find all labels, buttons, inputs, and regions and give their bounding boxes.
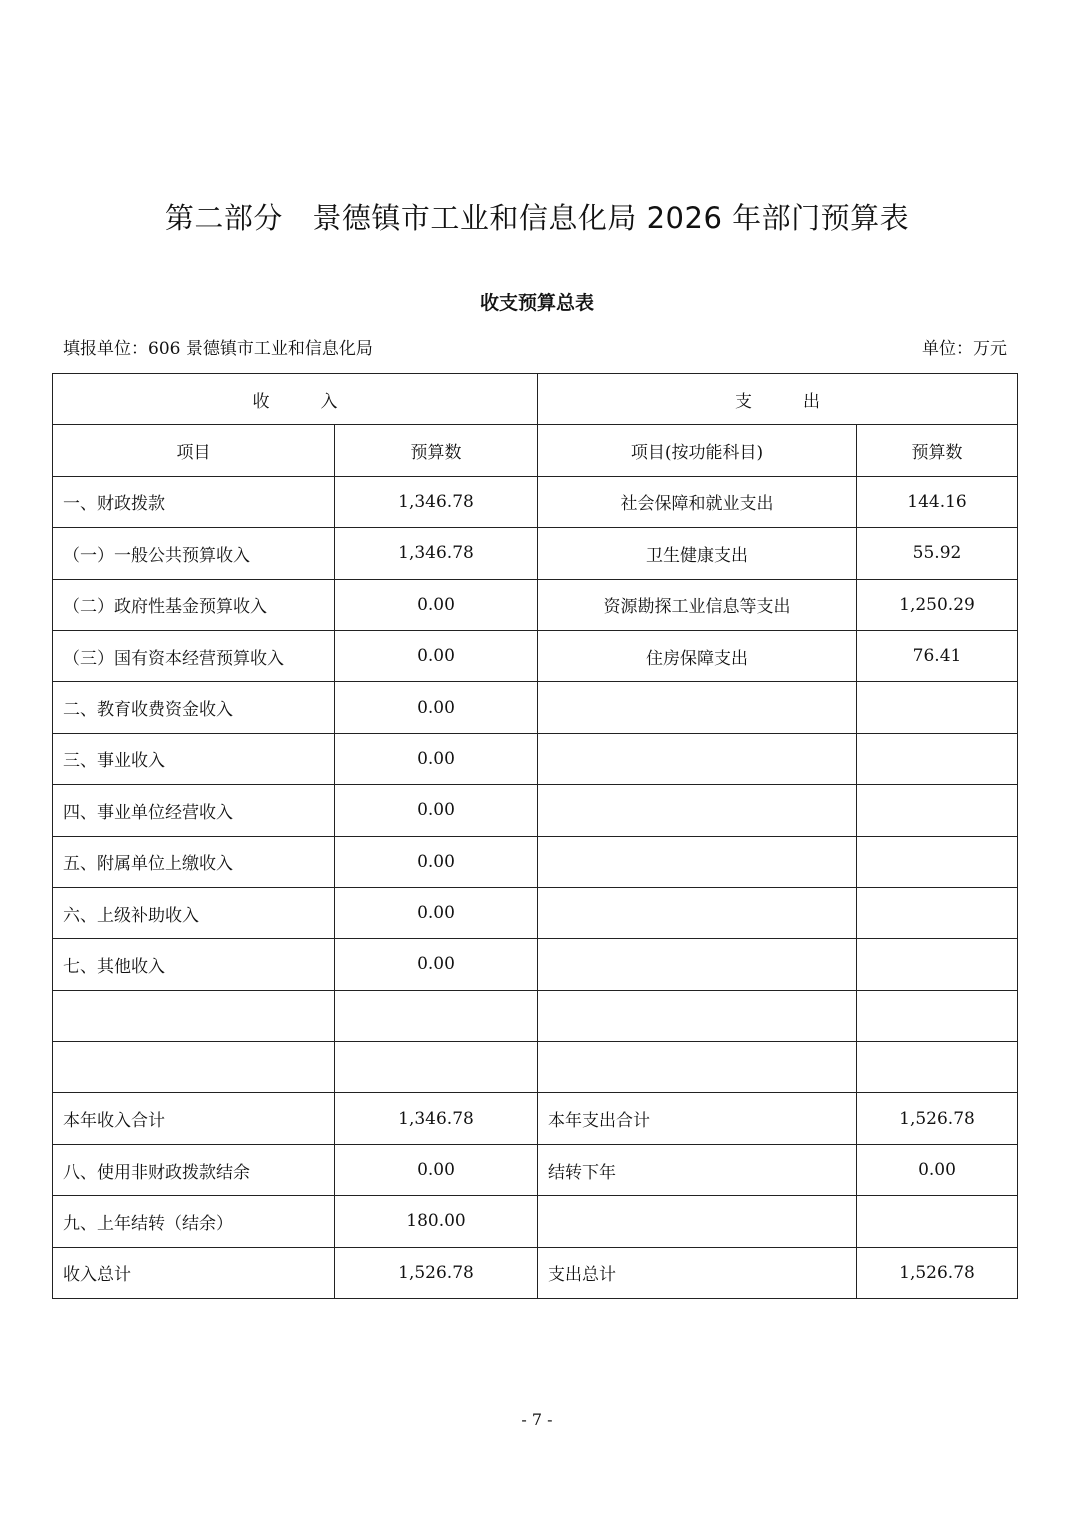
expense-amount-cell: 144.16 (857, 476, 1018, 527)
expense-amount-cell (857, 1042, 1018, 1093)
expense-amount-cell (857, 939, 1018, 990)
expense-item-cell: 支出总计 (538, 1247, 857, 1298)
table-row (53, 939, 1018, 990)
expense-group-header: 支 出 (538, 374, 1018, 425)
page-number: - 7 - (521, 1410, 553, 1429)
income-item-cell: 六、上级补助收入 (53, 887, 335, 938)
income-item-cell: 收入总计 (53, 1247, 335, 1298)
expense-item-cell (538, 1196, 857, 1247)
income-amount-cell: 0.00 (335, 682, 538, 733)
table-row (53, 785, 1018, 836)
table-row (53, 682, 1018, 733)
income-item-cell: 五、附属单位上缴收入 (53, 836, 335, 887)
group-header-row (53, 374, 1018, 425)
expense-item-cell (538, 1042, 857, 1093)
table-row (53, 887, 1018, 938)
income-item-cell: 四、事业单位经营收入 (53, 785, 335, 836)
table-row (53, 836, 1018, 887)
currency-unit: 单位：万元 (922, 339, 1007, 359)
income-amount-cell: 0.00 (335, 1144, 538, 1195)
expense-item-cell: 社会保障和就业支出 (538, 476, 857, 527)
income-amount-cell: 1,526.78 (335, 1247, 538, 1298)
table-row (53, 990, 1018, 1041)
expense-item-cell (538, 990, 857, 1041)
table-row (53, 1042, 1018, 1093)
table-row (53, 630, 1018, 681)
income-item-cell: 三、事业收入 (53, 733, 335, 784)
expense-item-cell: 住房保障支出 (538, 630, 857, 681)
table-row (53, 1247, 1018, 1298)
budget-summary-table (52, 373, 1018, 1299)
income-amount-cell: 180.00 (335, 1196, 538, 1247)
expense-item-cell (538, 939, 857, 990)
column-header: 项目(按功能科目) (538, 425, 857, 476)
table-row (53, 476, 1018, 527)
income-amount-cell: 0.00 (335, 733, 538, 784)
expense-item-cell (538, 785, 857, 836)
table-title: 收支预算总表 (479, 292, 594, 314)
income-amount-cell: 0.00 (335, 785, 538, 836)
expense-amount-cell: 1,526.78 (857, 1247, 1018, 1298)
expense-amount-cell (857, 836, 1018, 887)
expense-item-cell: 卫生健康支出 (538, 528, 857, 579)
column-header: 项目 (53, 425, 335, 476)
income-amount-cell: 0.00 (335, 887, 538, 938)
income-item-cell: 一、财政拨款 (53, 476, 335, 527)
income-item-cell (53, 1042, 335, 1093)
income-amount-cell: 0.00 (335, 836, 538, 887)
income-item-cell: 本年收入合计 (53, 1093, 335, 1144)
expense-item-cell: 本年支出合计 (538, 1093, 857, 1144)
expense-amount-cell: 76.41 (857, 630, 1018, 681)
expense-item-cell (538, 887, 857, 938)
expense-amount-cell: 55.92 (857, 528, 1018, 579)
expense-item-cell (538, 682, 857, 733)
table-row (53, 1144, 1018, 1195)
expense-item-cell (538, 836, 857, 887)
table-row (53, 733, 1018, 784)
expense-amount-cell: 1,250.29 (857, 579, 1018, 630)
column-header: 预算数 (857, 425, 1018, 476)
expense-amount-cell: 0.00 (857, 1144, 1018, 1195)
income-amount-cell (335, 990, 538, 1041)
income-item-cell: 七、其他收入 (53, 939, 335, 990)
table-row (53, 528, 1018, 579)
income-item-cell: （二）政府性基金预算收入 (53, 579, 335, 630)
income-amount-cell: 0.00 (335, 939, 538, 990)
income-amount-cell: 0.00 (335, 630, 538, 681)
income-amount-cell: 1,346.78 (335, 476, 538, 527)
expense-amount-cell (857, 887, 1018, 938)
income-item-cell: 八、使用非财政拨款结余 (53, 1144, 335, 1195)
income-amount-cell: 0.00 (335, 579, 538, 630)
expense-amount-cell (857, 785, 1018, 836)
income-amount-cell (335, 1042, 538, 1093)
income-group-header: 收 入 (53, 374, 538, 425)
reporting-unit: 填报单位：606 景德镇市工业和信息化局 (63, 339, 373, 359)
expense-item-cell (538, 733, 857, 784)
income-item-cell: （一）一般公共预算收入 (53, 528, 335, 579)
table-row (53, 1093, 1018, 1144)
expense-amount-cell: 1,526.78 (857, 1093, 1018, 1144)
income-amount-cell: 1,346.78 (335, 528, 538, 579)
column-header: 预算数 (335, 425, 538, 476)
income-item-cell (53, 990, 335, 1041)
column-header-row (53, 425, 1018, 476)
income-amount-cell: 1,346.78 (335, 1093, 538, 1144)
income-item-cell: 九、上年结转（结余） (53, 1196, 335, 1247)
expense-item-cell: 结转下年 (538, 1144, 857, 1195)
income-item-cell: （三）国有资本经营预算收入 (53, 630, 335, 681)
expense-amount-cell (857, 1196, 1018, 1247)
page-title: 第二部分 景德镇市工业和信息化局 2026 年部门预算表 (164, 201, 910, 235)
expense-amount-cell (857, 682, 1018, 733)
expense-item-cell: 资源勘探工业信息等支出 (538, 579, 857, 630)
income-item-cell: 二、教育收费资金收入 (53, 682, 335, 733)
table-row (53, 1196, 1018, 1247)
table-row (53, 579, 1018, 630)
expense-amount-cell (857, 733, 1018, 784)
expense-amount-cell (857, 990, 1018, 1041)
